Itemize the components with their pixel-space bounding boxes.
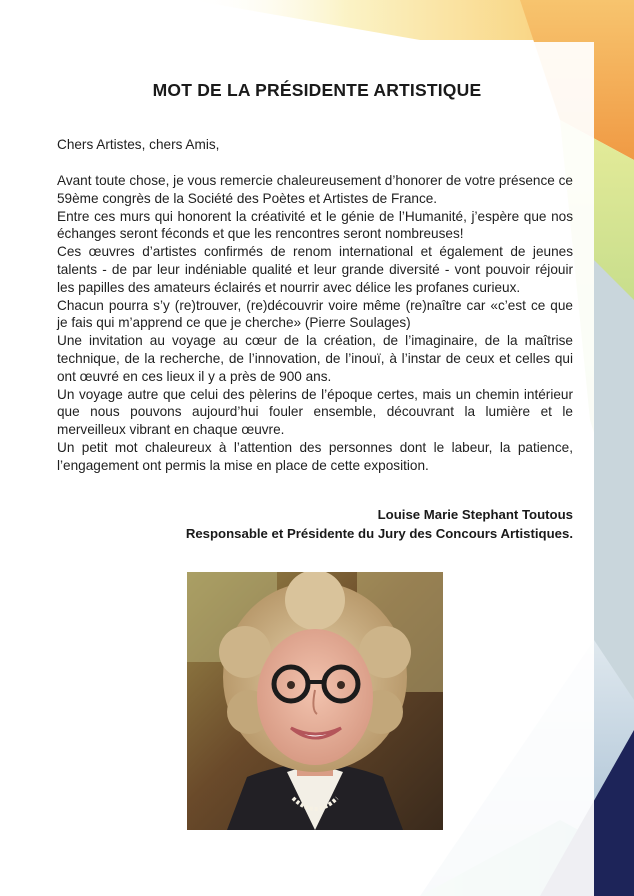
signature-block — [186, 506, 573, 543]
letter-body — [57, 172, 573, 475]
signature-name: Louise Marie Stephant Toutous — [377, 507, 573, 522]
paragraph: Chacun pourra s’y (re)trouver, (re)découvrir voire même (re)naître car «c’est ce que je fais qui m’apprend ce que je cherche» (Pierre Soulages) — [57, 297, 573, 331]
paragraph: Ces œuvres d’artistes confirmés de renom international et également de jeunes talents - de par leur indéniable qualité et leur grande diversité - vont pouvoir réjouir les papilles des amateurs éclairés et nourrir avec délice les profanes curieux. — [57, 244, 573, 295]
portrait-photo — [187, 572, 443, 830]
paragraph: Un petit mot chaleureux à l’attention des personnes dont le labeur, la patience, l’engagement ont permis la mise en place de cette exposition. — [57, 439, 573, 473]
signature-role: Responsable et Présidente du Jury des Concours Artistiques. — [185, 525, 573, 541]
page-title: MOT DE LA PRÉSIDENTE ARTISTIQUE — [152, 80, 482, 100]
paragraph: Entre ces murs qui honorent la créativité et le génie de l’Humanité, j’espère que nos échanges seront féconds et que les rencontres seront nombreuses! — [57, 208, 573, 242]
paragraph: Avant toute chose, je vous remercie chaleureusement d’honorer de votre présence ce 59ème congrès de la Société des Poètes et Artistes de France. — [57, 173, 573, 206]
portrait-illustration — [187, 572, 443, 830]
paragraph: Une invitation au voyage au cœur de la création, de l’imaginaire, de la maîtrise technique, de la recherche, de l’innovation, de l’inouï, à l’instar de ceux et celles qui ont œuvré en ces lieux il y a près de 900 ans. — [57, 333, 573, 384]
paragraph: Un voyage autre que celui des pèlerins de l’époque certes, mais un chemin intérieur que nous pouvons aujourd’hui fouler ensemble, découvrant la lumière et le merveilleux vibrant en chaque œuvre. — [57, 386, 573, 438]
salutation: Chers Artistes, chers Amis, — [57, 137, 220, 152]
